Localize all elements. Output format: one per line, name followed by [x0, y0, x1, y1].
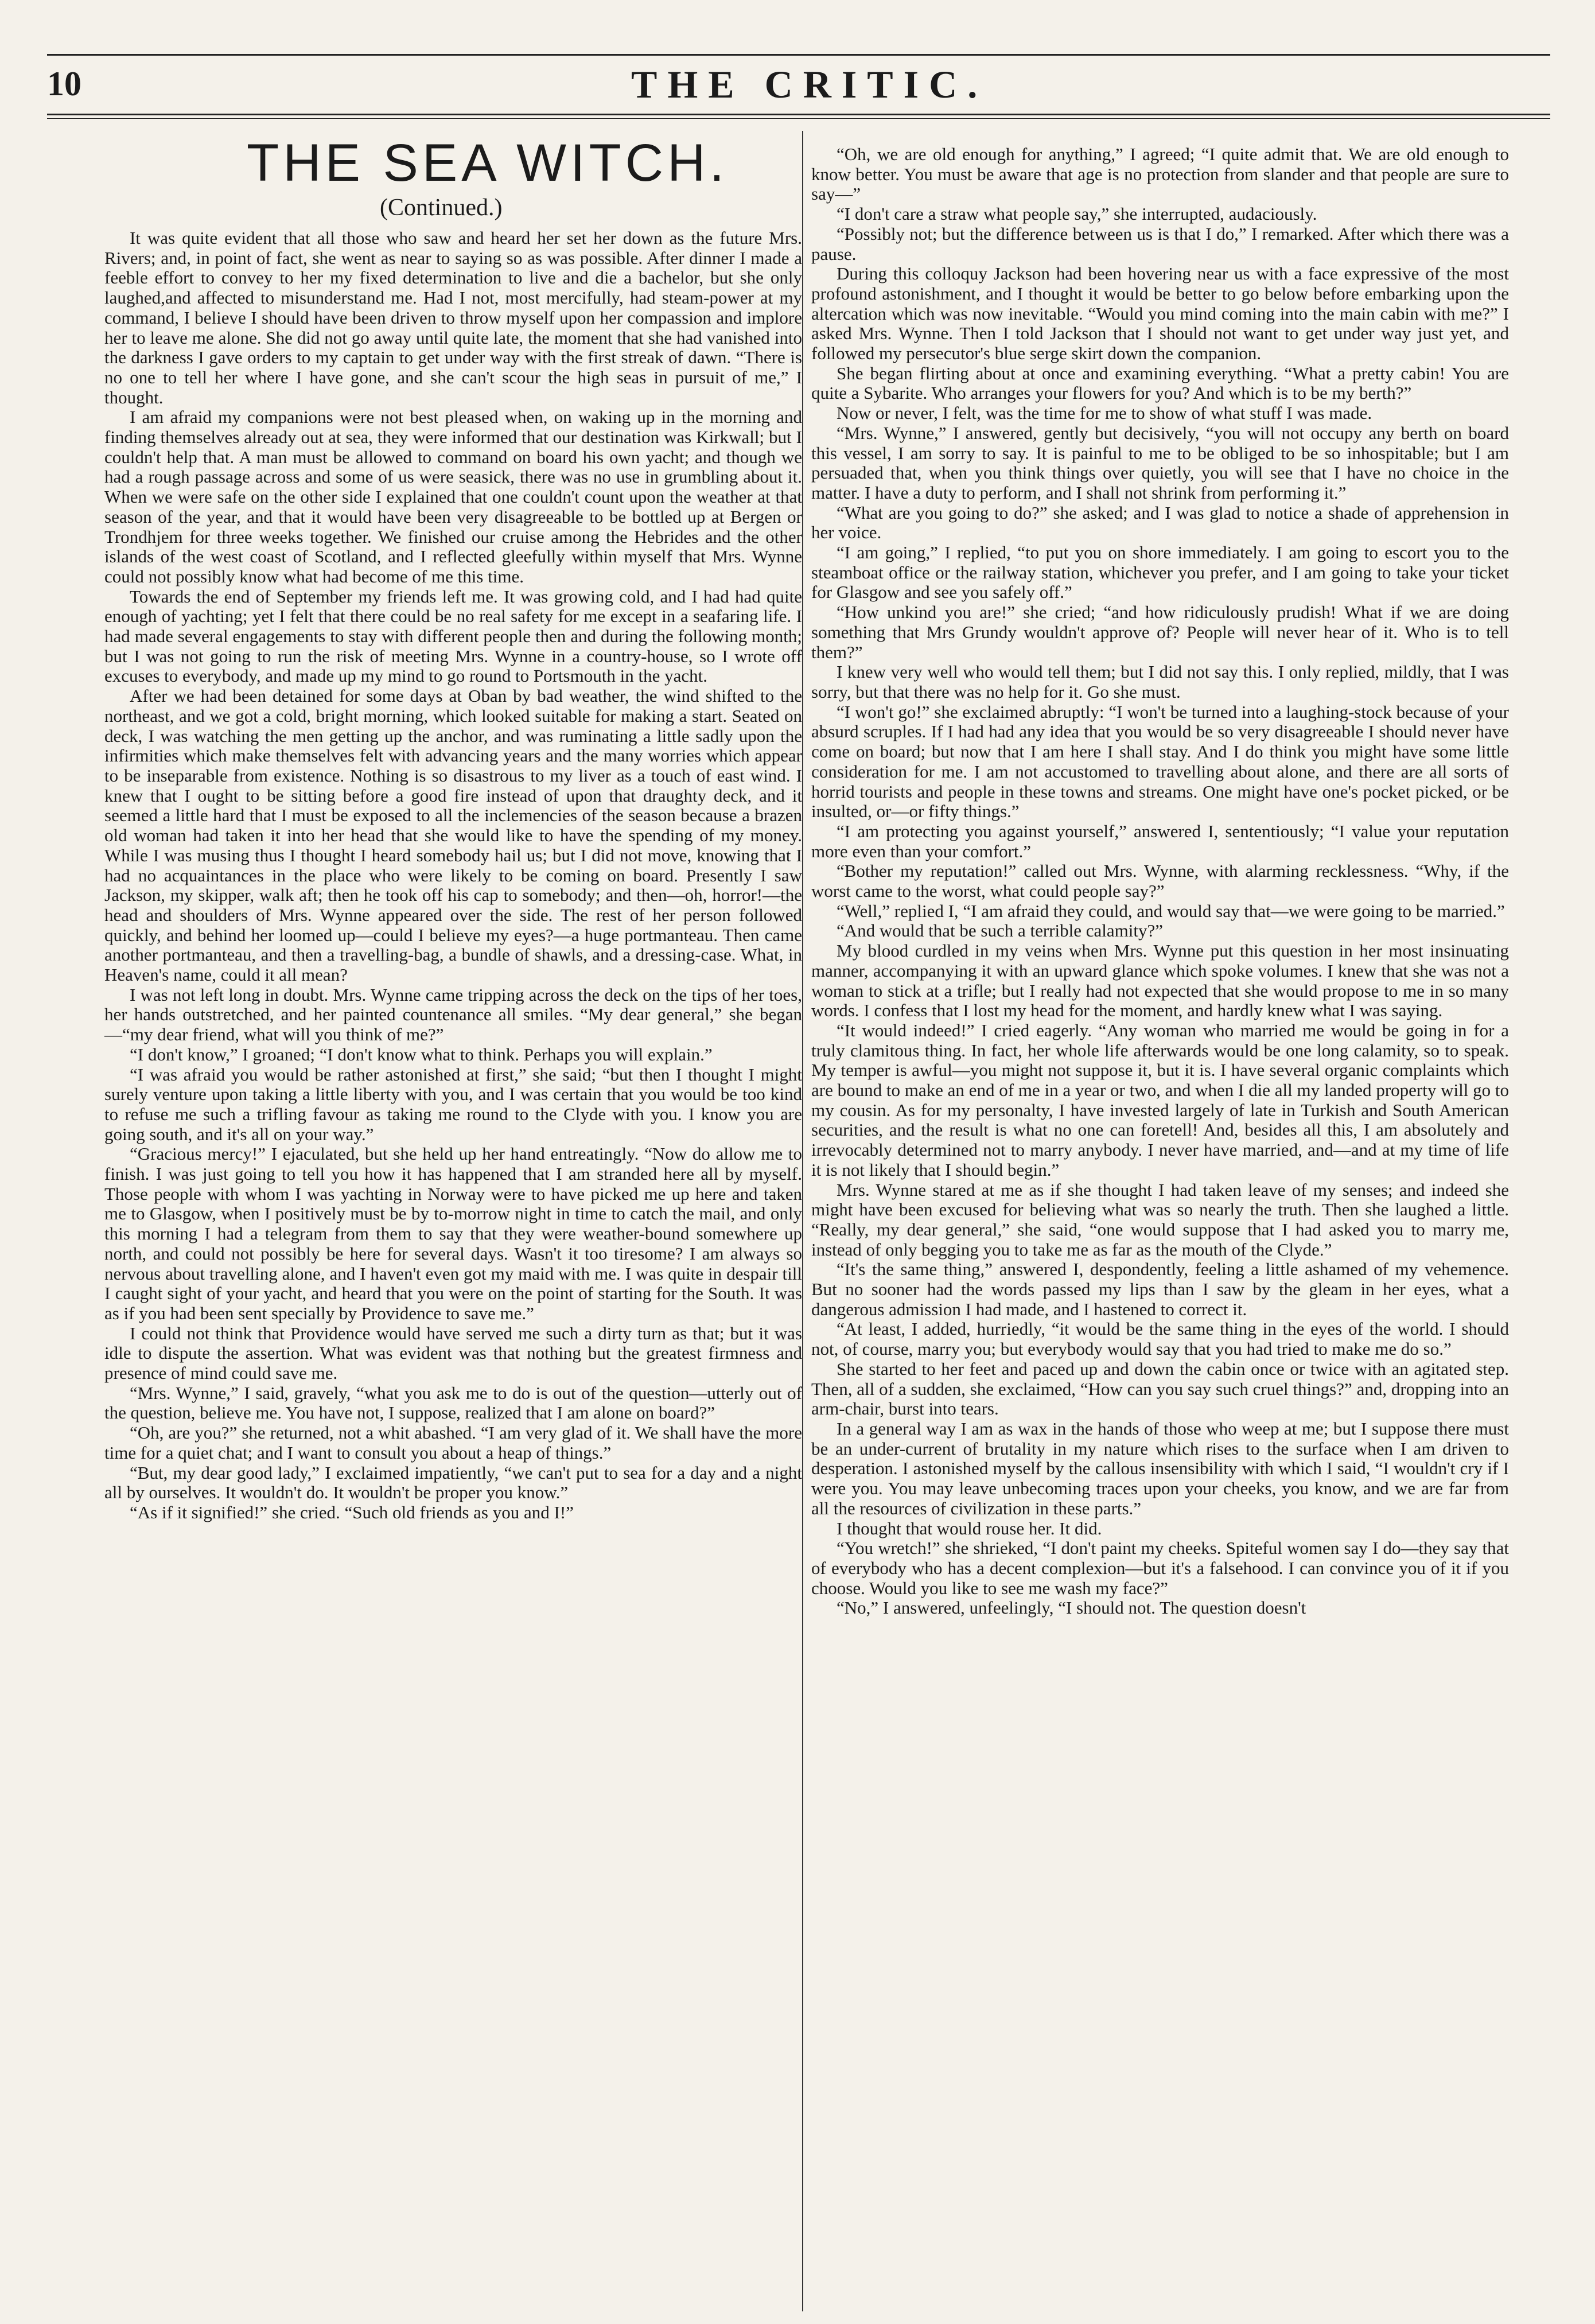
article-subtitle: (Continued.) — [380, 195, 503, 221]
paragraph: “Bother my reputation!” called out Mrs. Wynne, with alarming recklessness. “Why, if the worst came to the worst, what could people say?” — [811, 861, 1509, 901]
page-number: 10 — [47, 65, 81, 103]
paragraph: “But, my dear good lady,” I exclaimed impatiently, “we can't put to sea for a day and a night all by ourselves. It wouldn't do. It wouldn't be proper you know.” — [104, 1462, 802, 1503]
paragraph: “I was afraid you would be rather astonished at first,” she said; “but then I thought I might surely venture upon taking a little liberty with you, and I was certain that you would be too kind to refuse me such a trifling favour as taking me round to the Clyde with you. I know you are going south, and it's all on your way.” — [104, 1064, 802, 1144]
paragraph: “I am going,” I replied, “to put you on shore immediately. I am going to escort you to the steamboat office or the railway station, whichever you prefer, and I am going to take your ticket for Glasgow and see you safely off.” — [811, 542, 1509, 603]
paragraph: “You wretch!” she shrieked, “I don't paint my cheeks. Spiteful women say I do—they say that of everybody who has a decent complexion—but it's a falsehood. I can convince you of it if you choose. Would you like to see me wash my face?” — [811, 1538, 1509, 1598]
paragraph: After we had been detained for some days at Oban by bad weather, the wind shifted to the northeast, and we got a cold, bright morning, which looked suitable for making a start. Seated on deck, I was watching the men getting up the anchor, and was ruminating a little sadly upon the infirmities which make themselves felt with advancing years and the many worries which appear to be inseparable from existence. Nothing is so disastrous to my liver as a touch of east wind. I knew that I ought to be sitting before a good fire instead of upon that draughty deck, and it seemed a little hard that I must be exposed to all the inclemencies of the season because a brazen old woman had taken it into her head that she would like to have the spending of my money. While I was musing thus I thought I heard somebody hail us; but I did not move, knowing that I had no acquaintances in the place who were likely to be coming on board. Presently I saw Jackson, my skipper, walk aft; then he took off his cap to somebody; and then—oh, horror!—the head and shoulders of Mrs. Wynne appeared over the side. The rest of her person followed quickly, and behind her loomed up—could I believe my eyes?—a huge portmanteau. Then came another portmanteau, and then a travelling-bag, a bundle of shawls, and a dressing-case. What, in Heaven's name, could it all mean? — [104, 686, 802, 985]
paragraph: During this colloquy Jackson had been hovering near us with a face expressive of the most profound astonishment, and I thought it would be better to go below before embarking upon the altercation which was now inevitable. “Would you mind coming into the main cabin with me?” I asked Mrs. Wynne. Then I told Jackson that I should not want to get under way just yet, and followed my persecutor's blue serge skirt down the companion. — [811, 263, 1509, 364]
paragraph: “No,” I answered, unfeelingly, “I should not. The question doesn't — [837, 1598, 1306, 1618]
paragraph: “I am protecting you against yourself,” answered I, sententiously; “I value your reputation more even than your comfort.” — [811, 821, 1509, 861]
article-title: THE SEA WITCH. — [247, 134, 729, 192]
left-column — [104, 228, 802, 1523]
paragraph: “And would that be such a terrible calamity?” — [837, 920, 1163, 941]
paragraph: “How unkind you are!” she cried; “and how ridiculously prudish! What if we are doing something that Mrs Grundy wouldn't approve of? People will never hear of it. Who is to tell them?” — [811, 602, 1509, 662]
paragraph: It was quite evident that all those who saw and heard her set her down as the future Mrs. Rivers; and, in point of fact, she went as near to saying so as was possible. After dinner I made a feeble effort to convey to her my fixed determination to live and die a bachelor, but she only laughed,and affected to misunderstand me. Had I not, most mercifully, had steam-power at my command, I believe I should have been driven to throw myself upon her compassion and implore her to leave me alone. She did not go away until quite late, the moment that she had vanished into the darkness I gave orders to my captain to get under way with the first streak of dawn. “There is no one to tell her where I have gone, and she can't scour the high seas in pursuit of me,” I thought. — [104, 228, 802, 407]
paragraph: Mrs. Wynne stared at me as if she thought I had taken leave of my senses; and indeed she might have been excused for believing what was so nearly the truth. Then she laughed a little. “Really, my dear general,” she said, “one would suppose that I had asked you to marry me, instead of only begging you to take me as far as the mouth of the Clyde.” — [811, 1179, 1509, 1260]
paragraph: “At least, I added, hurriedly, “it would be the same thing in the eyes of the world. I should not, of course, marry you; but everybody would say that you had tried to make me do so.” — [811, 1319, 1509, 1359]
header-rule-bottom-thin — [47, 118, 1550, 119]
paragraph: I knew very well who would tell them; but I did not say this. I only replied, mildly, that I was sorry, but that there was no help for it. Go she must. — [811, 662, 1509, 702]
paragraph: Towards the end of September my friends left me. It was growing cold, and I had had quite enough of yachting; yet I felt that there could be no real safety for me except in a seafaring life. I had made several engagements to stay with different people then and during the following month; but I was not going to run the risk of meeting Mrs. Wynne in a country-house, so I wrote off excuses to everybody, and made up my mind to go round to Portsmouth in the yacht. — [104, 586, 802, 686]
paragraph: She started to her feet and paced up and down the cabin once or twice with an agitated step. Then, all of a sudden, she exclaimed, “How can you say such cruel things?” and, dropping into an arm-chair, burst into tears. — [811, 1358, 1509, 1419]
paragraph: “Mrs. Wynne,” I said, gravely, “what you ask me to do is out of the question—utterly out of the question, believe me. You have not, I suppose, realized that I am alone on board?” — [104, 1382, 802, 1423]
paragraph: She began flirting about at once and examining everything. “What a pretty cabin! You are quite a Sybarite. Who arranges your flowers for you? And which is to be my berth?” — [811, 363, 1509, 403]
header-rule-bottom — [47, 114, 1550, 115]
column-divider — [802, 131, 803, 2311]
paragraph: “I won't go!” she exclaimed abruptly: “I won't be turned into a laughing-stock because of your absurd scruples. If I had had any idea that you would be so very disagreeable I should never have come on board; but now that I am here I shall stay. And I do think you might have some little consideration for me. I am not accustomed to travelling about alone, and there are all sorts of horrid tourists and people in these towns and streams. One might have one's pocket picked, or be insulted, or—or fifty things.” — [811, 701, 1509, 822]
paragraph: I am afraid my companions were not best pleased when, on waking up in the morning and finding themselves already out at sea, they were informed that our destination was Kirkwall; but I couldn't help that. A man must be allowed to command on board his own yacht; and though we had a rough passage across and some of us were seasick, there was no use in grumbling about it. When we were safe on the other side I explained that one couldn't count upon the weather at that season of the year, and that it would have been very disagreeable to be bottled up at Bergen or Trondhjem for three weeks together. We finished our cruise among the Hebrides and the other islands of the west coast of Scotland, and I reflected gleefully within myself that Mrs. Wynne could not possibly know what had become of me this time. — [104, 407, 802, 586]
header-rule-top — [47, 54, 1550, 56]
paragraph: “Oh, we are old enough for anything,” I agreed; “I quite admit that. We are old enough to know better. You must be aware that age is no protection from slander and that people are sure to say—” — [811, 144, 1509, 204]
paragraph: “As if it signified!” she cried. “Such old friends as you and I!” — [130, 1502, 574, 1522]
paragraph: I was not left long in doubt. Mrs. Wynne came tripping across the deck on the tips of her toes, her hands outstretched, and her painted countenance all smiles. “My dear general,” she began—“my dear friend, what will you think of me?” — [104, 984, 802, 1045]
paragraph: “It would indeed!” I cried eagerly. “Any woman who married me would be going in for a truly clamitous thing. In fact, her whole life afterwards would be one long calamity, so to speak. My temper is awful—you might not suppose it, but it is. I have several organic complaints which are bound to make an end of me in a year or two, and when I die all my landed property will go to my cousin. As for my personalty, I have invested largely of late in Turkish and South American securities, and the result is what no one can foretell! And, besides all this, I am absolutely and irrevocably determined not to marry anybody. I never have married, and—and at my time of life it is not likely that I should begin.” — [811, 1020, 1509, 1180]
right-column — [811, 145, 1509, 1618]
paragraph: Now or never, I felt, was the time for me to show of what stuff I was made. — [837, 403, 1372, 423]
paragraph: “Well,” replied I, “I am afraid they could, and would say that—we were going to be married.” — [837, 900, 1505, 921]
masthead-title: THE CRITIC. — [631, 63, 988, 106]
paragraph: “Mrs. Wynne,” I answered, gently but decisively, “you will not occupy any berth on board this vessel, I am sorry to say. It is painful to me to be obliged to be so inhospitable; but I am persuaded that, when you think things over quietly, you will see that I have no choice in the matter. I have a duty to perform, and I shall not shrink from performing it.” — [811, 422, 1509, 503]
paragraph: “What are you going to do?” she asked; and I was glad to notice a shade of apprehension in her voice. — [811, 502, 1509, 543]
paragraph: “I don't know,” I groaned; “I don't know what to think. Perhaps you will explain.” — [130, 1044, 713, 1064]
paragraph: “Possibly not; but the difference between us is that I do,” I remarked. After which there was a pause. — [811, 223, 1509, 264]
paragraph: “It's the same thing,” answered I, despondently, feeling a little ashamed of my vehemence. But no sooner had the words passed my lips than I saw by the gleam in her eyes, what a dangerous admission I had made, and I hastened to correct it. — [811, 1259, 1509, 1319]
paragraph: “I don't care a straw what people say,” she interrupted, audaciously. — [837, 204, 1317, 224]
paragraph: “Gracious mercy!” I ejaculated, but she held up her hand entreatingly. “Now do allow me to finish. I was just going to tell you how it has happened that I am stranded here all by myself. Those people with whom I was yachting in Norway were to have picked me up here and taken me to Glasgow, when I positively must be by to-morrow night in time to catch the mail, and only this morning I had a telegram from them to say that they were weather-bound somewhere up north, and could not possibly be here for several days. Wasn't it too tiresome? I am always so nervous about travelling alone, and I haven't even got my maid with me. I was quite in despair till I caught sight of your yacht, and heard that you were on the point of starting for the South. It was as if you had been sent specially by Providence to save me.” — [104, 1144, 802, 1323]
paragraph: My blood curdled in my veins when Mrs. Wynne put this question in her most insinuating manner, accompanying it with an upward glance which spoke volumes. I knew that she was not a woman to stick at a trifle; but I really had not expected that she would propose to me in so many words. I confess that I lost my head for the moment, and hardly knew what I was saying. — [811, 941, 1509, 1021]
paragraph: I could not think that Providence would have served me such a dirty turn as that; but it was idle to dispute the assertion. What was evident was that nothing but the greatest firmness and presence of mind could save me. — [104, 1323, 802, 1383]
paragraph: In a general way I am as wax in the hands of those who weep at me; but I suppose there must be an under-current of brutality in my nature which rises to the surface when I am driven to desperation. I astonished myself by the callous insensibility with which I said, “I wouldn't cry if I were you. You may leave unbecoming traces upon your cheeks, you know, and we are far from all the resources of civilization in these parts.” — [811, 1419, 1509, 1518]
paragraph: I thought that would rouse her. It did. — [837, 1518, 1102, 1538]
paragraph: “Oh, are you?” she returned, not a whit abashed. “I am very glad of it. We shall have the more time for a quiet chat; and I want to consult you about a heap of things.” — [104, 1423, 802, 1463]
